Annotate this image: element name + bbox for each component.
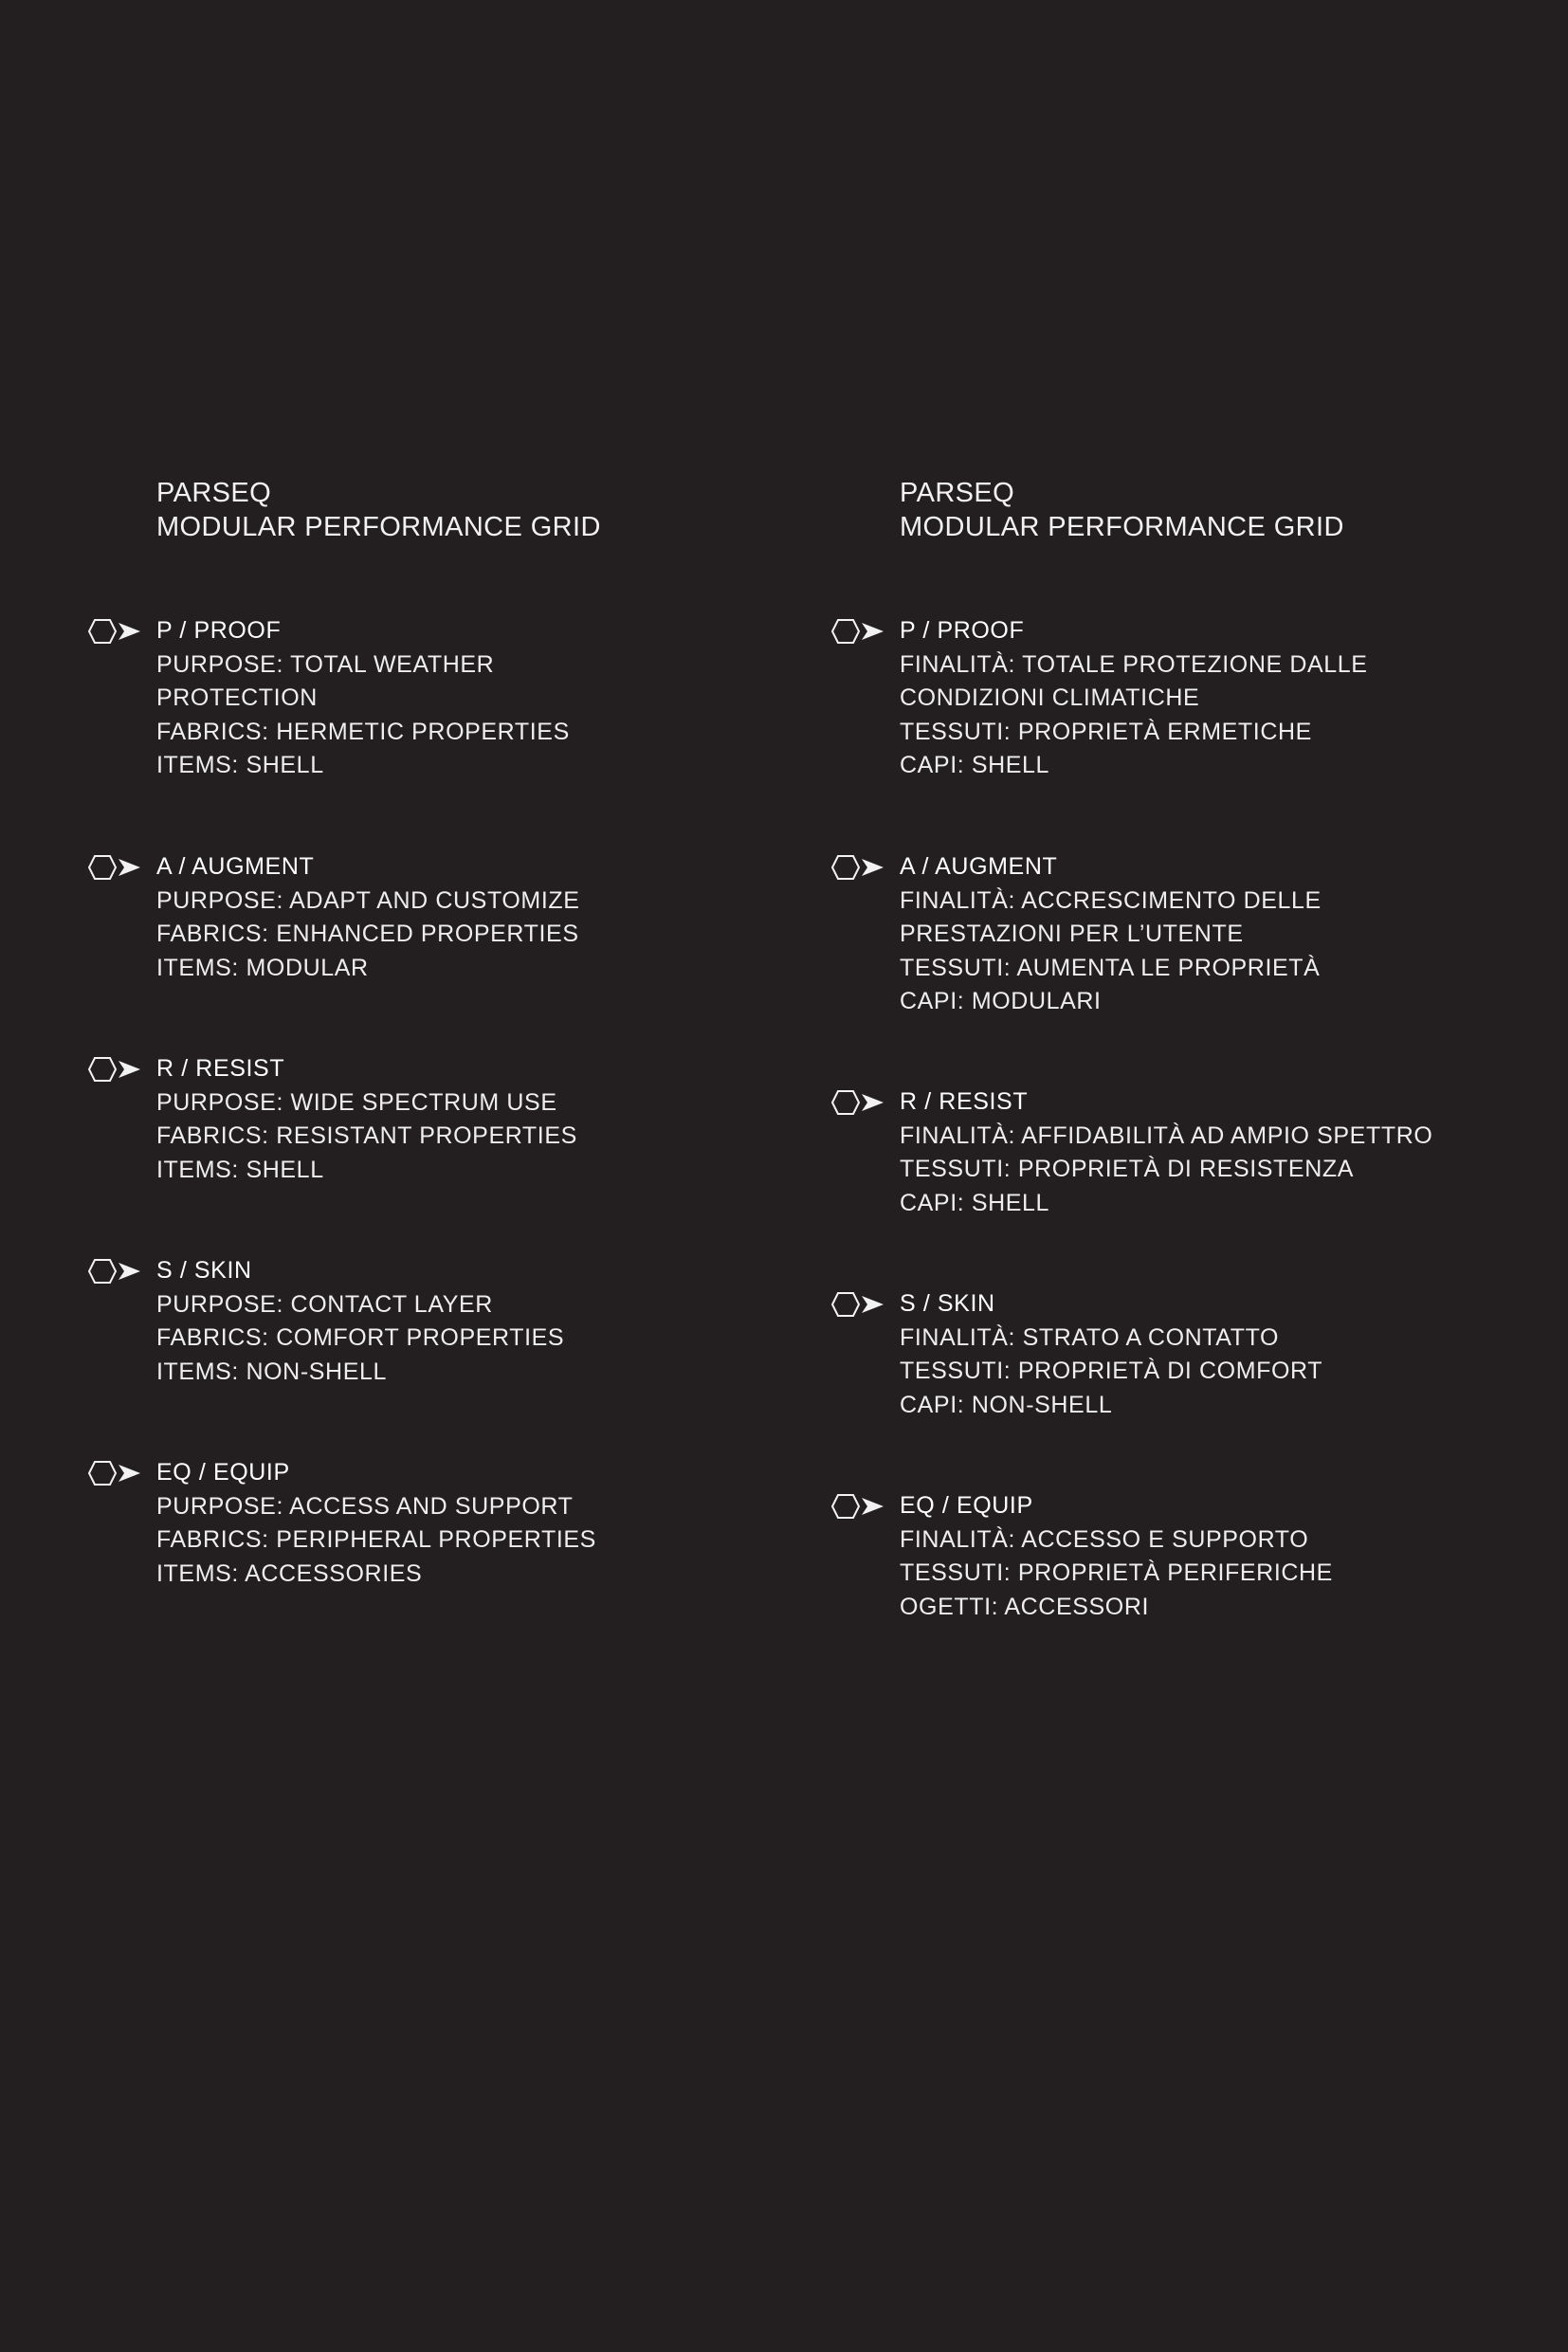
section-detail-line: TESSUTI: AUMENTA LE PROPRIETÀ — [900, 954, 1321, 981]
hexagon-arrow-icon — [87, 854, 142, 881]
section-title: P / PROOF — [900, 617, 1025, 644]
section-detail-line: TESSUTI: PROPRIETÀ DI RESISTENZA — [900, 1156, 1354, 1182]
section-detail-line: ITEMS: SHELL — [156, 752, 324, 778]
section-title: EQ / EQUIP — [156, 1459, 290, 1486]
section-text — [156, 1456, 596, 1591]
section-detail-line: PURPOSE: ACCESS AND SUPPORT — [156, 1492, 574, 1520]
section-detail-line: PURPOSE: CONTACT LAYER — [156, 1290, 493, 1318]
section-detail-line: CAPI: MODULARI — [900, 988, 1102, 1014]
section-title: R / RESIST — [156, 1055, 285, 1082]
section-detail-line: ITEMS: NON-SHELL — [156, 1358, 387, 1385]
section-detail-line: FINALITÀ: ACCESSO E SUPPORTO — [900, 1525, 1309, 1553]
hexagon-arrow-icon — [87, 1460, 142, 1486]
section-detail-line: CAPI: SHELL — [900, 1189, 1050, 1216]
section-title: S / SKIN — [900, 1290, 995, 1317]
section-detail-line: TESSUTI: PROPRIETÀ PERIFERICHE — [900, 1559, 1333, 1586]
section-text — [156, 1052, 577, 1187]
hexagon-arrow-icon — [830, 854, 885, 881]
column-heading — [900, 476, 1344, 544]
grid-title: MODULAR PERFORMANCE GRID — [900, 512, 1344, 542]
grid-title: MODULAR PERFORMANCE GRID — [156, 512, 601, 542]
section-detail-line: FINALITÀ: STRATO A CONTATTO — [900, 1323, 1280, 1351]
section-detail-line: PURPOSE: WIDE SPECTRUM USE — [156, 1088, 557, 1116]
hexagon-arrow-icon — [830, 618, 885, 645]
section-detail-line: CAPI: NON-SHELL — [900, 1391, 1113, 1418]
section-detail-line: FINALITÀ: ACCRESCIMENTO DELLE — [900, 886, 1322, 914]
section-detail-line: ITEMS: SHELL — [156, 1156, 324, 1183]
hexagon-arrow-icon — [830, 1291, 885, 1318]
section-detail-line: OGETTI: ACCESSORI — [900, 1593, 1150, 1620]
section-detail-line: PURPOSE: ADAPT AND CUSTOMIZE — [156, 886, 580, 914]
section-detail-line: ITEMS: ACCESSORIES — [156, 1559, 423, 1587]
section-detail-line: FINALITÀ: TOTALE PROTEZIONE DALLE — [900, 650, 1368, 678]
column-heading — [156, 476, 601, 544]
section-text — [156, 850, 580, 985]
brand-name: PARSEQ — [900, 478, 1015, 508]
section-text — [900, 614, 1368, 783]
section-detail-line: FABRICS: PERIPHERAL PROPERTIES — [156, 1526, 596, 1553]
section-detail-line: TESSUTI: PROPRIETÀ ERMETICHE — [900, 718, 1312, 745]
section-detail-line: FABRICS: HERMETIC PROPERTIES — [156, 718, 570, 745]
section-text — [900, 850, 1322, 1019]
section-detail-line: FABRICS: ENHANCED PROPERTIES — [156, 921, 579, 947]
section-text — [900, 1489, 1333, 1624]
section-title: A / AUGMENT — [900, 853, 1058, 880]
hexagon-arrow-icon — [830, 1493, 885, 1520]
section-detail-line: ITEMS: MODULAR — [156, 954, 369, 981]
section-title: A / AUGMENT — [156, 853, 315, 880]
section-text — [156, 614, 570, 783]
section-title: S / SKIN — [156, 1257, 252, 1284]
brand-name: PARSEQ — [156, 478, 272, 508]
hexagon-arrow-icon — [87, 1056, 142, 1083]
hexagon-arrow-icon — [87, 1258, 142, 1285]
section-detail-line: FINALITÀ: AFFIDABILITÀ AD AMPIO SPETTRO — [900, 1121, 1433, 1149]
section-title: P / PROOF — [156, 617, 282, 644]
section-detail-line: FABRICS: RESISTANT PROPERTIES — [156, 1122, 577, 1149]
hexagon-arrow-icon — [87, 618, 142, 645]
section-detail-line: PRESTAZIONI PER L’UTENTE — [900, 921, 1244, 947]
section-text — [900, 1085, 1432, 1220]
section-detail-line: PROTECTION — [156, 684, 318, 711]
hexagon-arrow-icon — [830, 1089, 885, 1116]
section-text — [900, 1287, 1322, 1422]
section-detail-line: FABRICS: COMFORT PROPERTIES — [156, 1324, 565, 1351]
section-detail-line: TESSUTI: PROPRIETÀ DI COMFORT — [900, 1358, 1323, 1384]
section-title: R / RESIST — [900, 1088, 1029, 1115]
section-detail-line: CONDIZIONI CLIMATICHE — [900, 684, 1200, 711]
section-title: EQ / EQUIP — [900, 1492, 1033, 1519]
section-detail-line: PURPOSE: TOTAL WEATHER — [156, 650, 495, 678]
section-text — [156, 1254, 564, 1389]
section-detail-line: CAPI: SHELL — [900, 752, 1050, 778]
